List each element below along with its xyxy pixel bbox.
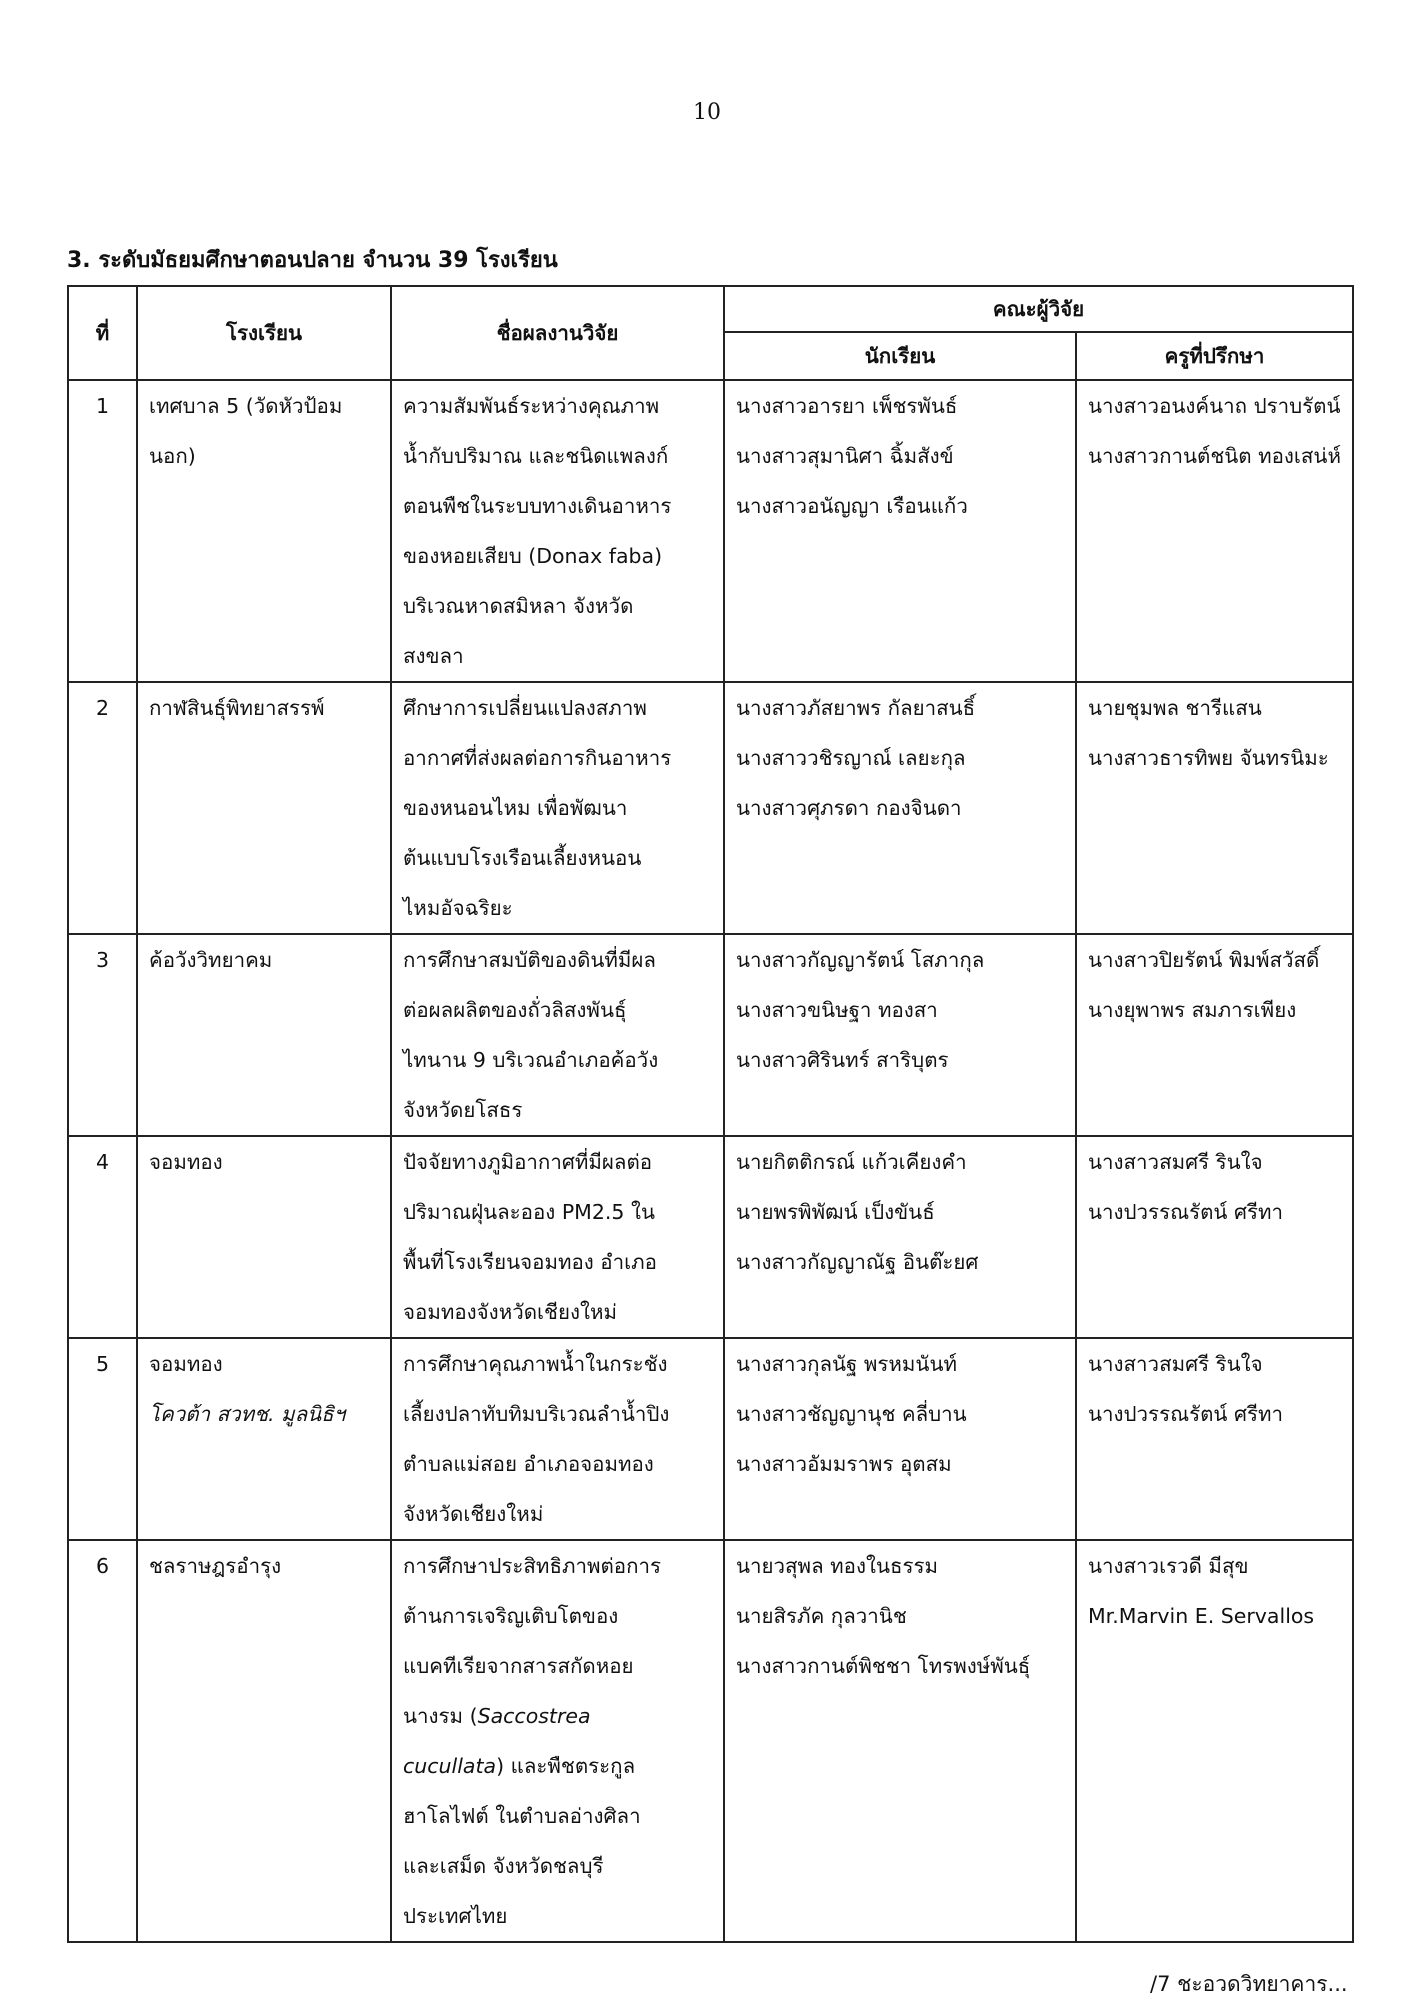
row-number: 2 — [68, 682, 137, 934]
student-name: นางสาวชัญญานุช คลี่บาน — [736, 1402, 967, 1426]
title-line: ตำบลแม่สอย อำเภอจอมทอง — [403, 1452, 654, 1476]
scientific-name: Saccostrea — [477, 1704, 591, 1728]
students-cell — [724, 934, 1076, 1136]
advisors-cell — [1076, 682, 1353, 934]
scientific-name: cucullata — [403, 1754, 497, 1778]
advisor-name: นางสาวปิยรัตน์ พิมพ์สวัสดิ์ — [1088, 948, 1320, 972]
header-title: ชื่อผลงานวิจัย — [391, 286, 724, 380]
title-line: เลี้ยงปลาทับทิมบริเวณลำน้ำปิง — [403, 1402, 670, 1426]
advisor-name: นางปวรรณรัตน์ ศรีทา — [1088, 1200, 1284, 1224]
title-line — [403, 1741, 715, 1791]
title-line: ต้นแบบโรงเรือนเลี้ยงหนอน — [403, 846, 642, 870]
student-name: นายพรพิพัฒน์ เป็งขันธ์ — [736, 1200, 935, 1224]
title-line: อากาศที่ส่งผลต่อการกินอาหาร — [403, 746, 672, 770]
students-cell — [724, 1338, 1076, 1540]
advisor-name: นางสาวอนงค์นาถ ปราบรัตน์ — [1088, 394, 1341, 418]
student-name: นางสาวกัญญาณัฐ อินต๊ะยศ — [736, 1250, 979, 1274]
row-number: 6 — [68, 1540, 137, 1942]
advisors-cell — [1076, 1540, 1353, 1942]
table-row — [68, 682, 1353, 934]
row-number: 5 — [68, 1338, 137, 1540]
school-cell — [137, 1136, 391, 1338]
title-line: น้ำกับปริมาณ และชนิดแพลงก์ — [403, 444, 669, 468]
title-line: ไหมอัจฉริยะ — [403, 896, 513, 920]
school-line: จอมทอง — [149, 1352, 223, 1376]
student-name: นางสาววชิรญาณ์ เลยะกุล — [736, 746, 966, 770]
advisor-name: นางสาวเรวดี มีสุข — [1088, 1554, 1249, 1578]
advisor-name: นางสาวกานต์ชนิต ทองเสน่ห์ — [1088, 444, 1341, 468]
advisor-name: นางปวรรณรัตน์ ศรีทา — [1088, 1402, 1284, 1426]
page-number: 10 — [693, 100, 721, 125]
school-line: ชลราษฎรอำรุง — [149, 1554, 282, 1578]
table-row — [68, 1338, 1353, 1540]
student-name: นางสาวอัมมราพร อุตสม — [736, 1452, 952, 1476]
row-number: 4 — [68, 1136, 137, 1338]
title-line: การศึกษาสมบัติของดินที่มีผล — [403, 948, 656, 972]
title-line: ประเทศไทย — [403, 1904, 508, 1928]
title-line: ต้านการเจริญเติบโตของ — [403, 1604, 619, 1628]
title-text: ) และพืชตระกูล — [496, 1754, 636, 1778]
school-cell — [137, 1540, 391, 1942]
advisor-name: นางยุพาพร สมภารเพียง — [1088, 998, 1297, 1022]
student-name: นางสาวศุภรดา กองจินดา — [736, 796, 962, 820]
title-cell — [391, 1540, 724, 1942]
advisors-cell — [1076, 934, 1353, 1136]
title-line: ของหอยเสียบ (Donax faba) — [403, 544, 663, 568]
title-cell — [391, 682, 724, 934]
row-number: 3 — [68, 934, 137, 1136]
research-table — [67, 285, 1354, 1943]
advisors-cell — [1076, 380, 1353, 682]
students-cell — [724, 1540, 1076, 1942]
title-line: ฮาโลไฟต์ ในตำบลอ่างศิลา — [403, 1804, 641, 1828]
student-name: นางสาวภัสยาพร กัลยาสนธิ์ — [736, 696, 976, 720]
school-cell — [137, 934, 391, 1136]
title-line: สงขลา — [403, 644, 464, 668]
school-cell — [137, 380, 391, 682]
title-line — [403, 1691, 715, 1741]
advisor-name: นางสาวธารทิพย จันทรนิมะ — [1088, 746, 1329, 770]
header-number: ที่ — [68, 286, 137, 380]
title-text: นางรม ( — [403, 1704, 478, 1728]
title-line: แบคทีเรียจากสารสกัดหอย — [403, 1654, 634, 1678]
header-school: โรงเรียน — [137, 286, 391, 380]
continuation-note: /7 ชะอวดวิทยาคาร... — [1150, 1972, 1348, 1996]
advisor-name: นายชุมพล ชารีแสน — [1088, 696, 1262, 720]
table-row — [68, 934, 1353, 1136]
title-line: ของหนอนไหม เพื่อพัฒนา — [403, 796, 628, 820]
student-name: นางสาวกานต์พิชชา โทรพงษ์พันธุ์ — [736, 1654, 1031, 1678]
row-number: 1 — [68, 380, 137, 682]
title-cell — [391, 934, 724, 1136]
school-quota-note: โควต้า สวทช. มูลนิธิฯ — [149, 1402, 346, 1426]
title-cell — [391, 1338, 724, 1540]
students-cell — [724, 682, 1076, 934]
title-line: ศึกษาการเปลี่ยนแปลงสภาพ — [403, 696, 647, 720]
school-line: นอก) — [149, 444, 196, 468]
school-line: กาฬสินธุ์พิทยาสรรพ์ — [149, 696, 325, 720]
student-name: นางสาวอารยา เพ็ชรพันธ์ — [736, 394, 958, 418]
student-name: นายสิรภัค กุลวานิช — [736, 1604, 907, 1628]
table-row — [68, 1136, 1353, 1338]
header-students: นักเรียน — [724, 332, 1076, 380]
title-line: ความสัมพันธ์ระหว่างคุณภาพ — [403, 394, 660, 418]
school-line: จอมทอง — [149, 1150, 223, 1174]
title-cell — [391, 380, 724, 682]
title-line: ต่อผลผลิตของถั่วลิสงพันธุ์ — [403, 998, 627, 1022]
student-name: นางสาวกุลนัฐ พรหมนันท์ — [736, 1352, 957, 1376]
title-line: การศึกษาคุณภาพน้ำในกระชัง — [403, 1352, 668, 1376]
title-cell — [391, 1136, 724, 1338]
title-line: จังหวัดเชียงใหม่ — [403, 1502, 544, 1526]
title-line: การศึกษาประสิทธิภาพต่อการ — [403, 1554, 662, 1578]
school-cell — [137, 1338, 391, 1540]
title-line: ไทนาน 9 บริเวณอำเภอค้อวัง — [403, 1048, 659, 1072]
title-line: ตอนพืชในระบบทางเดินอาหาร — [403, 494, 672, 518]
student-name: นายวสุพล ทองในธรรม — [736, 1554, 939, 1578]
section-heading: 3. ระดับมัธยมศึกษาตอนปลาย จำนวน 39 โรงเรียน — [67, 248, 558, 273]
header-research-team: คณะผู้วิจัย — [724, 286, 1353, 332]
advisor-name: นางสาวสมศรี รินใจ — [1088, 1352, 1263, 1376]
title-line: บริเวณหาดสมิหลา จังหวัด — [403, 594, 634, 618]
school-line: ค้อวังวิทยาคม — [149, 948, 273, 972]
student-name: นายกิตติกรณ์ แก้วเคียงคำ — [736, 1150, 967, 1174]
title-line: พื้นที่โรงเรียนจอมทอง อำเภอ — [403, 1250, 657, 1274]
advisors-cell — [1076, 1338, 1353, 1540]
students-cell — [724, 1136, 1076, 1338]
school-line: เทศบาล 5 (วัดหัวป้อม — [149, 394, 343, 418]
title-line: จอมทองจังหวัดเชียงใหม่ — [403, 1300, 618, 1324]
advisors-cell — [1076, 1136, 1353, 1338]
student-name: นางสาวอนัญญา เรือนแก้ว — [736, 494, 968, 518]
header-advisors: ครูที่ปรึกษา — [1076, 332, 1353, 380]
student-name: นางสาวกัญญารัตน์ โสภากุล — [736, 948, 985, 972]
title-line: จังหวัดยโสธร — [403, 1098, 523, 1122]
advisor-name: นางสาวสมศรี รินใจ — [1088, 1150, 1263, 1174]
title-line: ปัจจัยทางภูมิอากาศที่มีผลต่อ — [403, 1150, 653, 1174]
table-row — [68, 380, 1353, 682]
student-name: นางสาวศิรินทร์ สาริบุตร — [736, 1048, 949, 1072]
advisor-name: Mr.Marvin E. Servallos — [1088, 1604, 1315, 1628]
school-cell — [137, 682, 391, 934]
table-row — [68, 1540, 1353, 1942]
title-line: และเสม็ด จังหวัดชลบุรี — [403, 1854, 604, 1878]
students-cell — [724, 380, 1076, 682]
title-line: ปริมาณฝุ่นละออง PM2.5 ใน — [403, 1200, 656, 1224]
student-name: นางสาวสุมานิศา ฉิ้มสังข์ — [736, 444, 954, 468]
student-name: นางสาวขนิษฐา ทองสา — [736, 998, 938, 1022]
